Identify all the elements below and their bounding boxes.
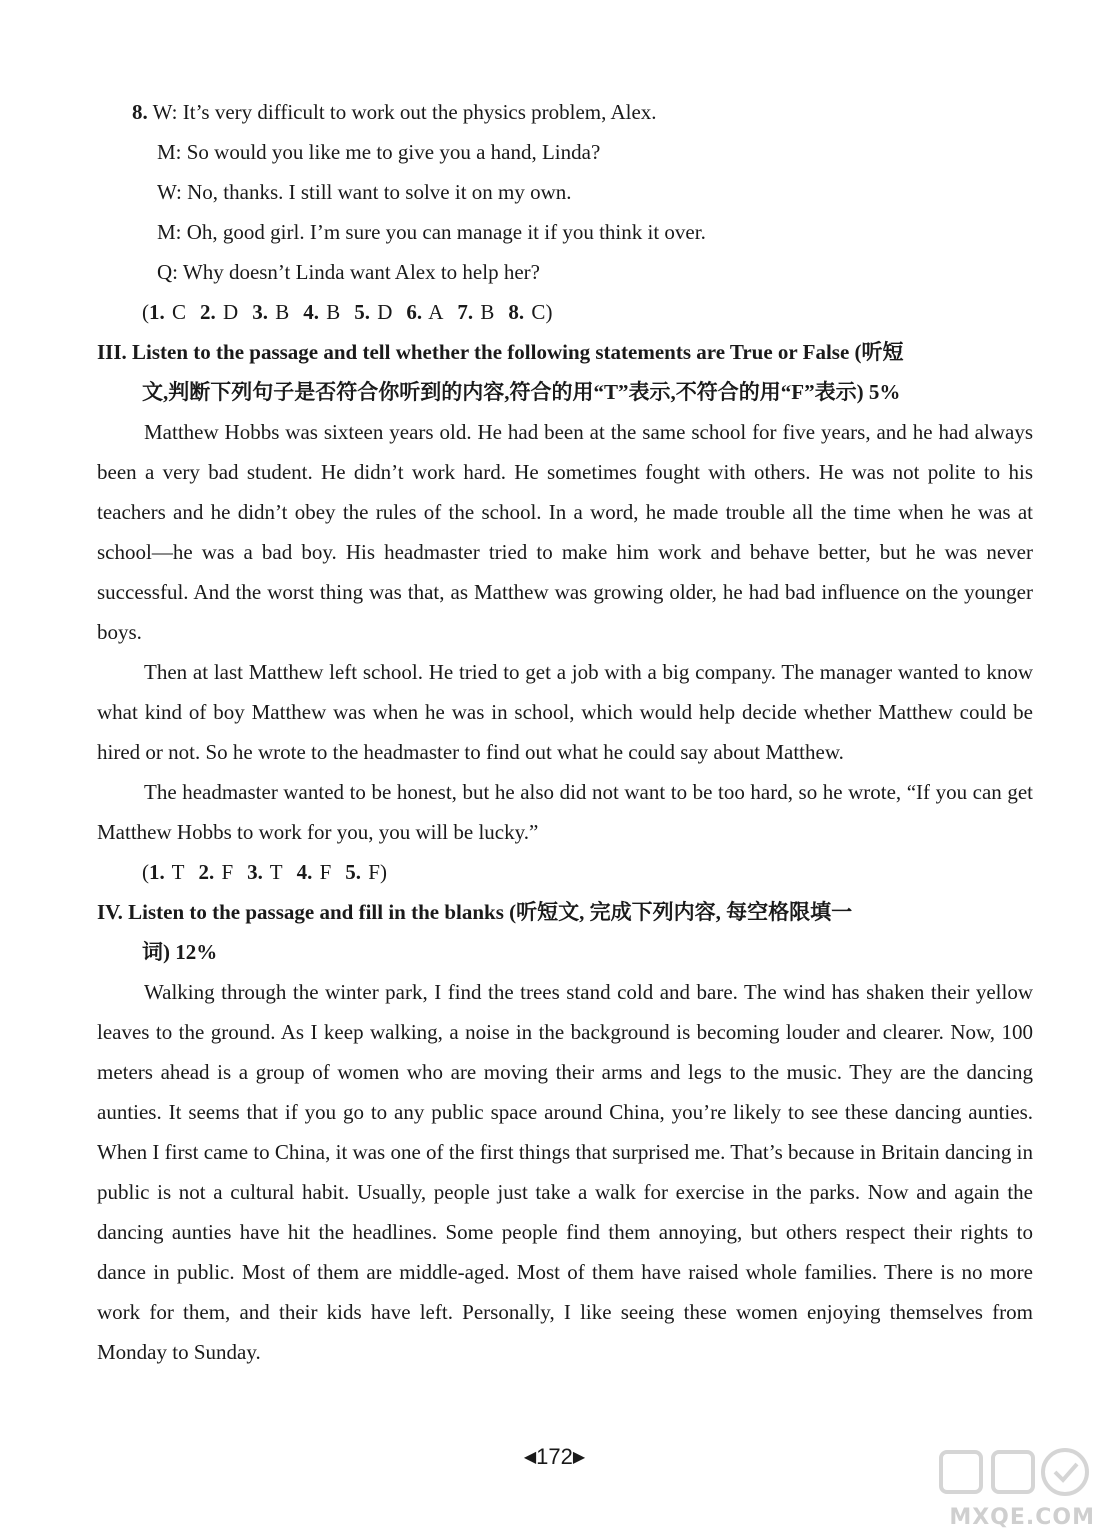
triangle-left-icon: ◀ [523,1449,537,1466]
triangle-right-icon: ▶ [572,1449,586,1466]
watermark-logo [935,1444,1095,1530]
section-4-heading [97,892,1033,972]
section-3-heading [97,332,1033,412]
section-3-heading-line-2: 文,判断下列句子是否符合你听到的内容,符合的用“T”表示,不符合的用“F”表示) 5% [142,380,901,404]
answer-item: 2. D [200,300,239,324]
answer-item: 8. C [508,300,546,324]
answer-item: 1. C [149,300,187,324]
answer-item: 7. B [457,300,495,324]
watermark-emblem-icon [935,1444,1095,1504]
dialogue-line-4: M: Oh, good girl. I’m sure you can manage it if you think it over. [157,220,706,244]
section-3-paragraph-1: Matthew Hobbs was sixteen years old. He had been at the same school for five years, and he had always been a very bad student. He didn’t work hard. He sometimes fought with others. He was not polite to his teachers and he didn’t obey the rules of the school. In a word, he made trouble all the time when he was at school—he was a bad boy. His headmaster tried to make him work and behave better, but he was never successful. And the worst thing was that, as Matthew was growing older, he had bad influence on the younger boys. [97,420,1033,644]
answer-item: 3. T [247,860,283,884]
answer-item: 4. B [303,300,341,324]
dialogue-line-1 [97,92,1033,132]
section-3-paragraph-2: Then at last Matthew left school. He tried to get a job with a big company. The manager wanted to know what kind of boy Matthew was when he was in school, which would help decide whether Matthew could be hired or not. So he wrote to the headmaster to find out what he could say about Matthew. [97,660,1033,764]
page-number: 172 [536,1444,573,1469]
dialogue-line-3: W: No, thanks. I still want to solve it on my own. [157,180,572,204]
question-number: 8. [132,100,148,124]
answer-item: 2. F [198,860,234,884]
dialogue-line-2: M: So would you like me to give you a hand, Linda? [157,140,601,164]
answer-item: 5. F [345,860,380,884]
section-4-paragraph-1: Walking through the winter park, I find the trees stand cold and bare. The wind has shaken their yellow leaves to the ground. As I keep walking, a noise in the background is becoming louder and clearer. Now, 100 meters ahead is a group of women who are moving their arms and legs to the music. They are the dancing aunties. It seems that if you go to any public space around China, you’re likely to see these dancing aunties. When I first came to China, it was one of the first things that surprised me. That’s because in Britain dancing in public is not a cultural habit. Usually, people just take a walk for exercise in the parks. Now and again the dancing aunties have hit the headlines. Some people find them annoying, but others respect their rights to dance in public. Most of them are middle-aged. Most of them have raised whole families. There is no more work for them, and their kids have left. Personally, I like seeing these women enjoying themselves from Monday to Sunday. [97,980,1033,1364]
answer-item: 1. T [149,860,185,884]
section-3-heading-line-1: III. Listen to the passage and tell whether the following statements are True or False (听短 [97,340,904,364]
answer-item: 4. F [296,860,332,884]
answer-item: 3. B [252,300,290,324]
section-3-paragraph-3: The headmaster wanted to be honest, but he also did not want to be too hard, so he wrote, “If you can get Matthew Hobbs to work for you, you will be lucky.” [97,780,1033,844]
dialogue-question: Q: Why doesn’t Linda want Alex to help her? [157,260,540,284]
answer-key-section-2: (1. C 2. D 3. B 4. B 5. D 6. A 7. B 8. C) [142,300,553,324]
answer-item: 5. D [354,300,393,324]
section-4-heading-line-1: IV. Listen to the passage and fill in the blanks (听短文, 完成下列内容, 每空格限填一 [97,900,853,924]
answer-key-section-3: (1. T 2. F 3. T 4. F 5. F) [142,860,387,884]
answer-item: 6. A [406,300,444,324]
page-content [97,92,1033,1372]
dialogue-text: W: It’s very difficult to work out the physics problem, Alex. [152,100,657,124]
section-4-heading-line-2: 词) 12% [142,940,218,964]
watermark-text: MXQE.COM [949,1505,1095,1530]
